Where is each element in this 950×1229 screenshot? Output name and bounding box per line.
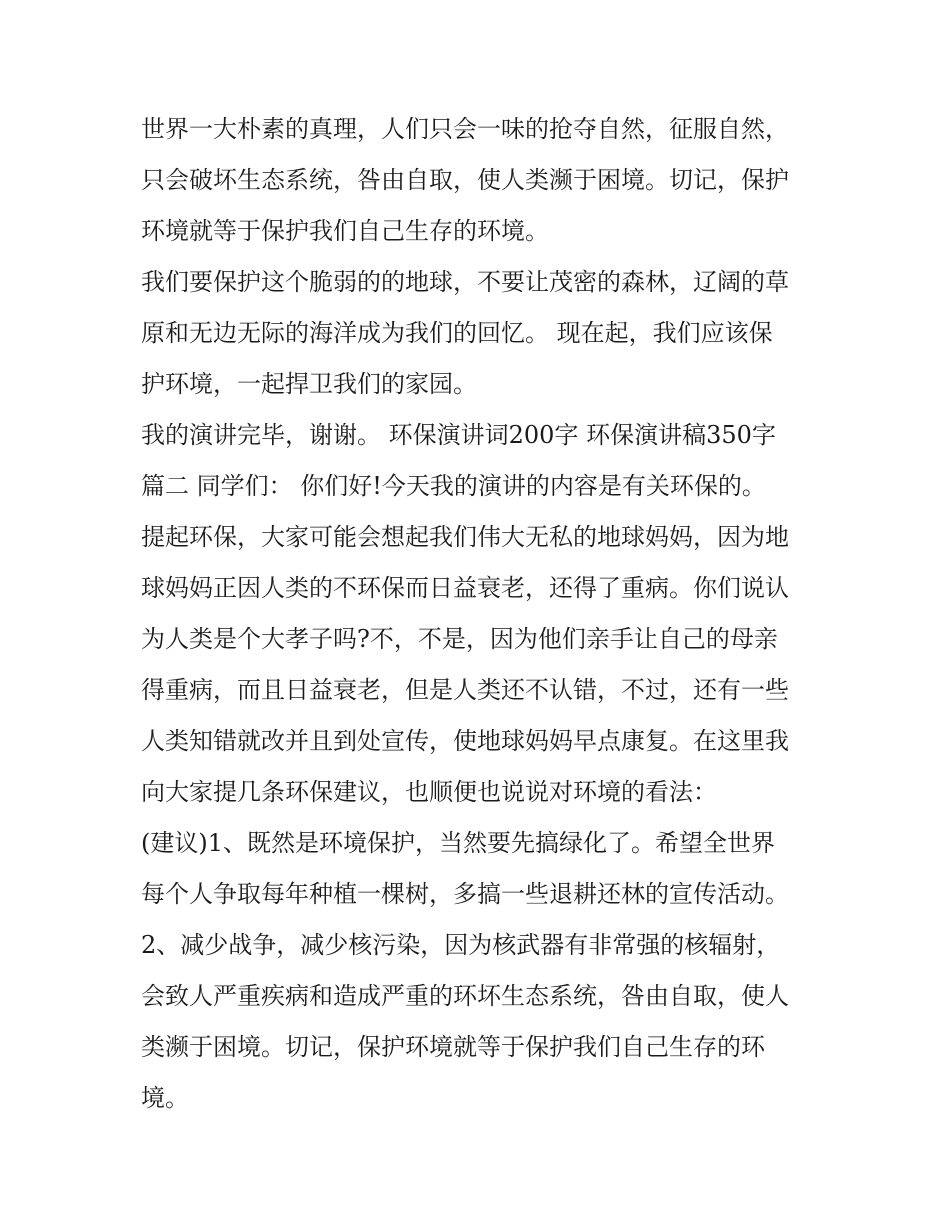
text-line: 提起环保，大家可能会想起我们伟大无私的地球妈妈，因为地	[141, 523, 789, 551]
text-line: 会致人严重疾病和造成严重的环坏生态系统，咎由自取，使人	[141, 982, 789, 1010]
text-line: 每个人争取每年种植一棵树，多搞一些退耕还林的宣传活动。	[141, 880, 789, 908]
text-line: 类濒于困境。切记，保护环境就等于保护我们自己生存的环	[141, 1033, 765, 1061]
text-line: 只会破坏生态系统，咎由自取，使人类濒于困境。切记，保护	[141, 166, 789, 194]
text-line: 境。	[141, 1084, 189, 1112]
text-line: 我们要保护这个脆弱的的地球，不要让茂密的森林，辽阔的草	[141, 268, 789, 296]
text-line: 我的演讲完毕，谢谢。 环保演讲词200字 环保演讲稿350字	[141, 421, 776, 449]
text-line: 得重病，而且日益衰老，但是人类还不认错，不过，还有一些	[141, 676, 789, 704]
text-line: 2、减少战争，减少核污染，因为核武器有非常强的核辐射，	[141, 931, 781, 959]
text-line: 原和无边无际的海洋成为我们的回忆。 现在起，我们应该保	[141, 319, 773, 347]
body-text	[141, 104, 821, 1124]
text-line: 篇二 同学们： 你们好!今天我的演讲的内容是有关环保的。	[141, 472, 766, 500]
text-line: 护环境，一起捍卫我们的家园。	[141, 370, 477, 398]
text-line: 世界一大朴素的真理，人们只会一味的抢夺自然，征服自然，	[141, 115, 789, 143]
text-line: (建议)1、既然是环境保护，当然要先搞绿化了。希望全世界	[141, 829, 775, 857]
text-line: 人类知错就改并且到处宣传，使地球妈妈早点康复。在这里我	[141, 727, 789, 755]
text-line: 环境就等于保护我们自己生存的环境。	[141, 217, 549, 245]
text-line: 为人类是个大孝子吗?不，不是，因为他们亲手让自己的母亲	[141, 625, 778, 653]
text-line: 球妈妈正因人类的不环保而日益衰老，还得了重病。你们说认	[141, 574, 789, 602]
text-line: 向大家提几条环保建议，也顺便也说说对环境的看法：	[141, 778, 717, 806]
